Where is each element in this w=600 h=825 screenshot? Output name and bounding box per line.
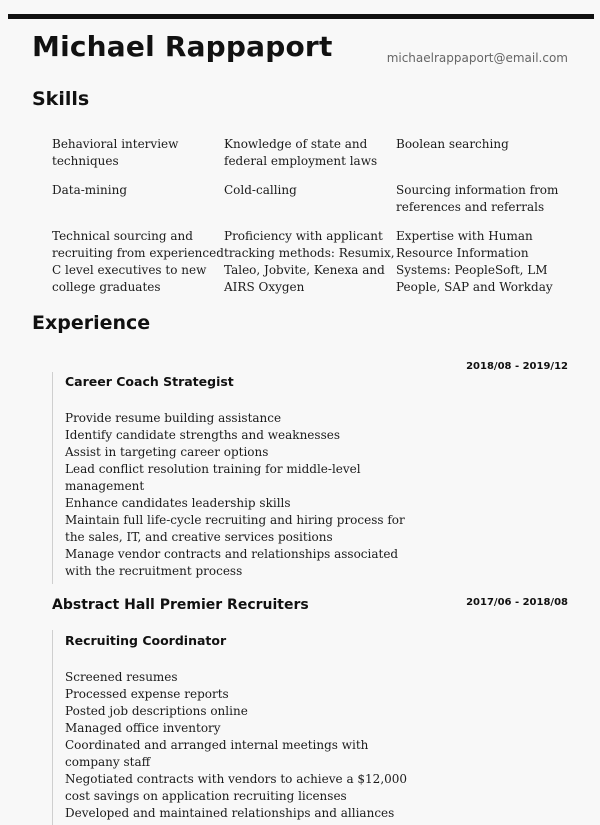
- duty-item: Enhance candidates leadership skills: [65, 496, 291, 510]
- duty-list: [65, 410, 410, 580]
- duty-item: Posted job descriptions online: [65, 704, 248, 718]
- duty-item: Assist in targeting career options: [65, 445, 269, 459]
- skill-item: Behavioral interview techniques: [52, 137, 179, 168]
- duty-item: Processed expense reports: [65, 687, 229, 701]
- header-rule: [8, 14, 594, 19]
- duty-list: [65, 669, 410, 822]
- email-link[interactable]: michaelrappaport@email.com: [386, 51, 568, 65]
- skill-item: Technical sourcing and recruiting from experienced C level executives to new college graduates: [52, 229, 224, 294]
- duty-item: Managed office inventory: [65, 721, 221, 735]
- duty-item: Negotiated contracts with vendors to achieve a $12,000 cost savings on application recruiting licenses: [65, 772, 408, 803]
- skill-item: Cold-calling: [224, 183, 297, 197]
- duty-item: Lead conflict resolution training for middle-level management: [65, 462, 361, 493]
- job-dates: 2017/06 - 2018/08: [466, 597, 568, 608]
- skill-item: Expertise with Human Resource Information Systems: PeopleSoft, LM People, SAP and Workday: [396, 229, 553, 294]
- duty-item: Coordinated and arranged internal meetings with company staff: [65, 738, 369, 769]
- skill-item: Data-mining: [52, 183, 127, 197]
- skill-item: Proficiency with applicant tracking methods: Resumix, Taleo, Jobvite, Kenexa and AIRS Oxygen: [224, 229, 395, 294]
- job-title: Career Coach Strategist: [65, 374, 234, 389]
- company-name: Abstract Hall Premier Recruiters: [52, 597, 309, 613]
- skill-item: Boolean searching: [396, 137, 509, 151]
- timeline-line: [52, 630, 53, 825]
- job-dates: 2018/08 - 2019/12: [466, 361, 568, 372]
- duty-item: Maintain full life-cycle recruiting and hiring process for the sales, IT, and creative services positions: [65, 513, 405, 544]
- duty-item: Manage vendor contracts and relationships associated with the recruitment process: [65, 547, 399, 578]
- duty-item: Developed and maintained relationships and alliances: [65, 806, 395, 820]
- candidate-name: Michael Rappaport: [32, 30, 333, 63]
- skill-item: Sourcing information from references and referrals: [396, 183, 559, 214]
- duty-item: Identify candidate strengths and weaknesses: [65, 428, 340, 442]
- job-title: Recruiting Coordinator: [65, 633, 227, 648]
- skills-heading: Skills: [32, 88, 90, 110]
- duty-item: Provide resume building assistance: [65, 411, 282, 425]
- skill-item: Knowledge of state and federal employment laws: [224, 137, 378, 168]
- timeline-line: [52, 372, 53, 584]
- duty-item: Screened resumes: [65, 670, 178, 684]
- experience-heading: Experience: [32, 312, 151, 334]
